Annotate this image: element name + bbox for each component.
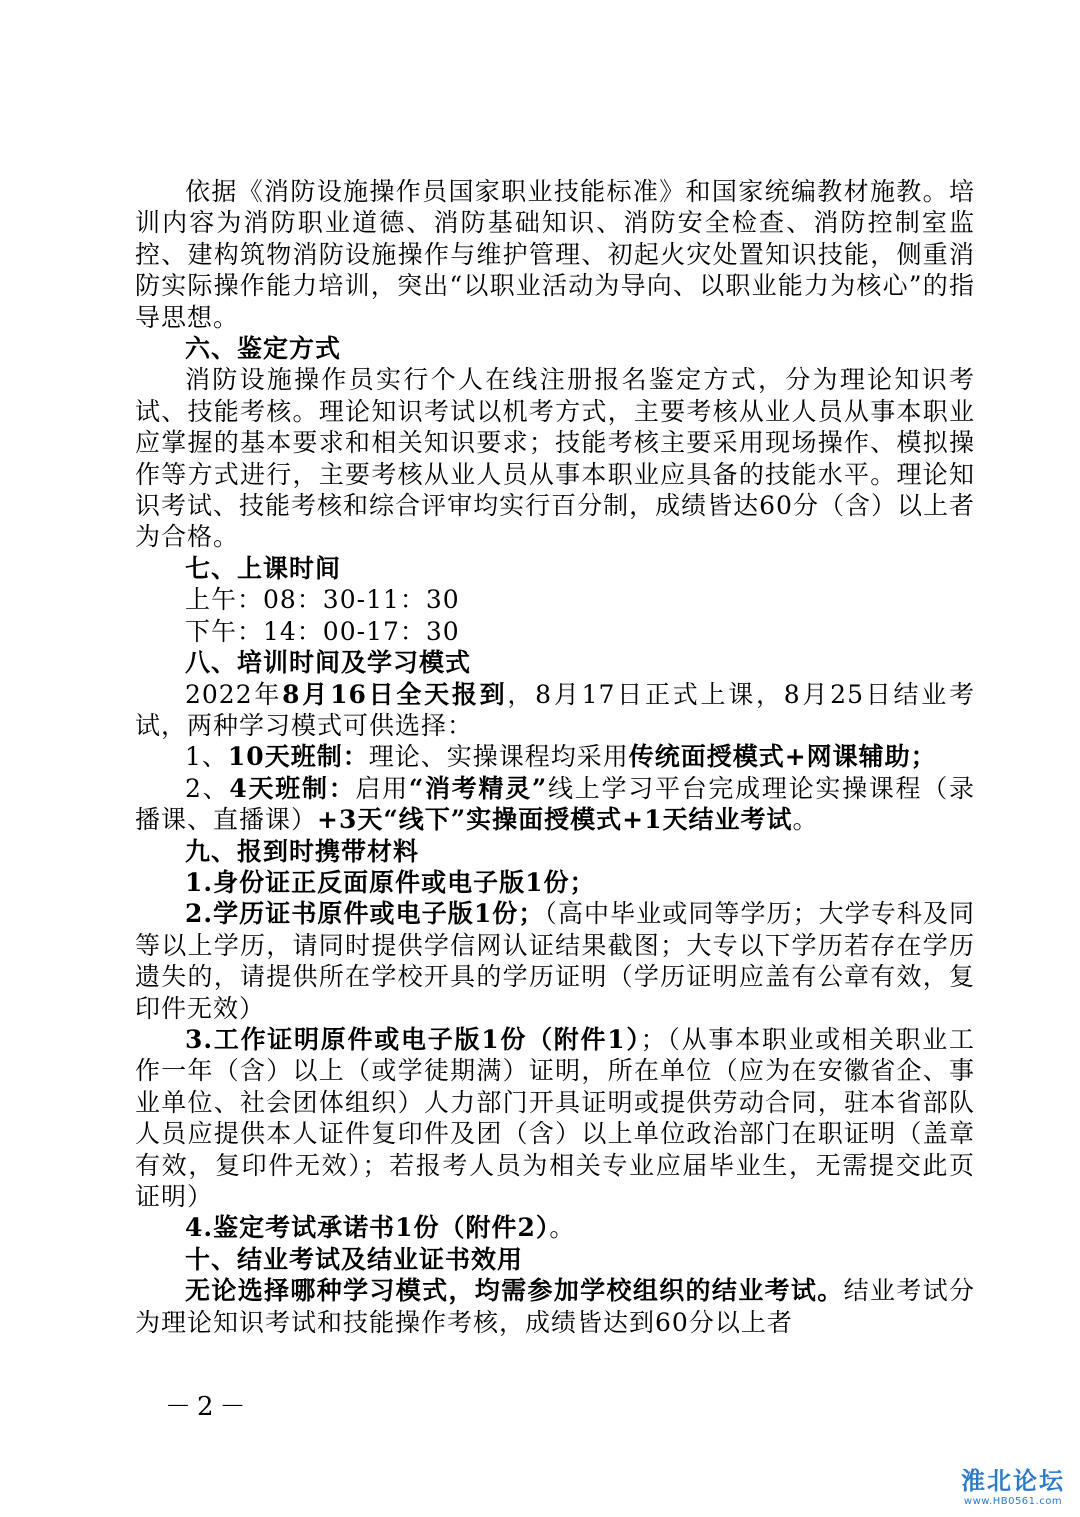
watermark-logo-text: 淮北论坛 (961, 1467, 1065, 1495)
section-9-title: 九、报到时携带材料 (185, 836, 420, 866)
section-7-title: 七、上课时间 (185, 553, 342, 583)
document-body (135, 176, 975, 1338)
section-10-text: 结业考试分为理论知识考试和技能操作考核，成绩皆达到60分以上者 (135, 1276, 975, 1337)
watermark-url: www.HB0561.com (963, 1496, 1063, 1507)
check-in-date: 8月16日全天报到 (282, 679, 508, 709)
section-6-body: 消防设施操作员实行个人在线注册报名鉴定方式，分为理论知识考试、技能考核。理论知识考试以机考方式，主要考核从业人员从事本职业应掌握的基本要求和相关知识要求；技能考核主要采用现场操作、模拟操作等方式进行，主要考核从业人员从事本职业应具备的技能水平。理论知识考试、技能考核和综合评审均实行百分制，成绩皆达60分（含）以上者为合格。 (135, 365, 975, 552)
material-2 (135, 898, 975, 1024)
afternoon-hours: 下午：14：00-17：30 (185, 616, 460, 646)
section-10-emphasis: 无论选择哪种学习模式，均需参加学校组织的结业考试。 (185, 1276, 844, 1306)
mode-2-platform: “消考精灵” (408, 773, 548, 803)
material-4 (135, 1212, 975, 1243)
mode-1-method: 传统面授模式+网课辅助 (628, 742, 911, 772)
morning-hours: 上午：08：30-11：30 (185, 585, 460, 615)
paragraph-intro: 依据《消防设施操作员国家职业技能标准》和国家统编教材施教。培训内容为消防职业道德、消防基础知识、消防安全检查、消防控制室监控、建构筑物消防设施操作与维护管理、初起火灾处置知识技能，侧重消防实际操作能力培训，突出“以职业活动为导向、以职业能力为核心”的指导思想。 (135, 177, 975, 332)
material-2-note: （高中毕业或同等学历；大学专科及同等以上学历，请同时提供学信网认证结果截图；大专以下学历若存在学历遗失的，请提供所在学校开具的学历证明（学历证明应盖有公章有效，复印件无效） (135, 899, 975, 1023)
mode-1-text: 理论、实操课程均采用 (368, 742, 629, 772)
mode-2-text-a: 启用 (355, 773, 409, 803)
mode-2-end: 。 (792, 805, 819, 835)
section-8-schedule (135, 679, 975, 742)
material-2-title: 2.学历证书原件或电子版1份； (185, 899, 545, 929)
mode-2-name: 4天班制： (229, 773, 356, 803)
material-3-title: 3.工作证明原件或电子版1份（附件1） (185, 1024, 641, 1054)
material-4-title: 4.鉴定考试承诺书1份（附件2） (185, 1213, 550, 1243)
section-6-title: 六、鉴定方式 (185, 334, 342, 364)
mode-2-text-b: 线上学习平台完成理论实操课程（录播课、直播课） (135, 773, 975, 835)
material-3 (135, 1024, 975, 1212)
page-number: －2－ (165, 1392, 252, 1422)
mode-option-2 (135, 773, 975, 836)
material-3-note: ；（从事本职业或相关职业工作一年（含）以上（或学徒期满）证明，所在单位（应为在安徽省企、事业单位、社会团体组织）人力部门开具证明或提供劳动合同，驻本省部队人员应提供本人证件复印件及团（含）以上单位政治部门在职证明（盖章有效，复印件无效）；若报考人员为相关专业应届毕业生，无需提交此页证明） (135, 1024, 975, 1211)
material-4-end: 。 (549, 1213, 576, 1243)
mode-1-number: 1、 (185, 742, 228, 772)
section-10-body (135, 1275, 975, 1338)
mode-option-1 (135, 741, 975, 772)
mode-1-name: 10天班制： (227, 742, 369, 772)
material-1: 1.身份证正反面原件或电子版1份； (185, 867, 596, 897)
schedule-text: ，8月17日正式上课，8月25日结业考试，两种学习模式可供选择： (135, 679, 976, 740)
site-watermark (953, 1467, 1073, 1515)
mode-2-number: 2、 (185, 773, 230, 803)
year-text: 2022年 (185, 679, 283, 709)
mode-2-method: +3天“线下”实操面授模式+1天结业考试 (317, 805, 793, 835)
mode-1-end: ； (910, 742, 937, 772)
section-8-title: 八、培训时间及学习模式 (185, 648, 472, 678)
section-10-title: 十、结业考试及结业证书效用 (185, 1244, 524, 1274)
